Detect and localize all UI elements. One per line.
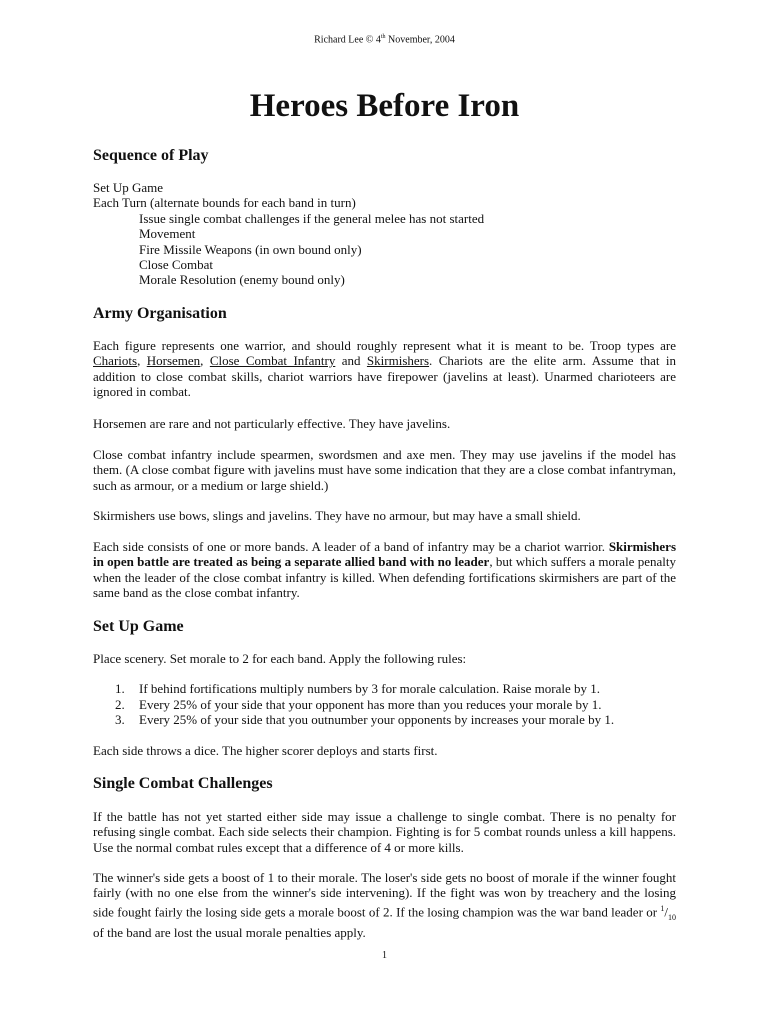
paragraph: Each side throws a dice. The higher scorer deploys and starts first.	[93, 743, 438, 758]
text-run: , but which suffers a morale penalty when the leader of the close combat infantry is killed. When defending fortifications skirmishers are part of the same band as the close combat infantry.	[93, 554, 677, 601]
text-run: Each side consists of one or more bands. A leader of a band of infantry may be a chariot warrior.	[93, 539, 609, 554]
sequence-line: Each Turn (alternate bounds for each band in turn)	[93, 195, 356, 210]
heading-set-up-game: Set Up Game	[93, 618, 184, 635]
fraction-denominator: 10	[668, 912, 676, 922]
text-run: The winner's side gets a boost of 1 to their morale. The loser's side gets no boost of morale if the winner fought fairly (with no one else from the winner's side intervening). If the fight was won by treachery and the losing side fought fairly the losing side gets a morale boost of 2. If the losing champion was the war band leader or	[93, 870, 676, 920]
rule-number: 3.	[115, 712, 125, 727]
paragraph	[93, 539, 676, 601]
text-run: and	[335, 353, 367, 369]
date-ordinal: th	[380, 34, 386, 40]
fraction-numerator: 1	[660, 903, 665, 913]
sequence-step: Morale Resolution (enemy bound only)	[139, 272, 345, 287]
sequence-step: Fire Missile Weapons (in own bound only)	[139, 242, 362, 257]
page-header	[93, 34, 676, 45]
text-run: Each figure represents one warrior, and should roughly represent what it is meant to be. Troop types are	[93, 338, 676, 353]
troop-type-close-combat-infantry: Close Combat Infantry	[209, 353, 336, 369]
author-date-post: November, 2004	[385, 34, 455, 46]
troop-type-skirmishers: Skirmishers	[366, 353, 430, 369]
troop-type-chariots: Chariots	[93, 353, 138, 369]
bold-rule: Skirmishers in open battle are treated as being a separate allied band with no leader	[93, 539, 676, 570]
rule-text: If behind fortifications multiply numbers by 3 for morale calculation. Raise morale by 1.	[139, 681, 601, 696]
rule-text: Every 25% of your side that your opponent has more than you reduces your morale by 1.	[139, 697, 602, 712]
rule-text: Every 25% of your side that you outnumber your opponents by increases your morale by 1.	[139, 712, 615, 727]
text-run: . Chariots are the elite arm. Assume that in addition to close combat skills, chariot warriors have firepower (javelins at least). Unarmed charioteers are ignored in combat.	[93, 353, 677, 400]
paragraph: Skirmishers use bows, slings and javelins. They have no armour, but may have a small shield.	[93, 508, 581, 523]
troop-type-horsemen: Horsemen	[146, 353, 201, 369]
sequence-step: Issue single combat challenges if the general melee has not started	[139, 211, 485, 226]
sequence-step: Close Combat	[139, 257, 214, 272]
paragraph	[93, 870, 676, 941]
sequence-step: Movement	[139, 226, 196, 241]
heading-single-combat-challenges: Single Combat Challenges	[93, 775, 273, 792]
heading-army-organisation: Army Organisation	[93, 305, 227, 322]
sequence-line: Set Up Game	[93, 180, 164, 195]
author-date-pre: Richard Lee © 4	[314, 34, 381, 46]
paragraph: Place scenery. Set morale to 2 for each band. Apply the following rules:	[93, 651, 467, 666]
text-run: of the band are lost the usual morale penalties apply.	[93, 925, 366, 941]
document-title: Heroes Before Iron	[249, 88, 520, 124]
page-number: 1	[382, 950, 387, 961]
rule-number: 1.	[115, 681, 125, 696]
paragraph: Each figure represents one warrior, and should roughly represent what it is meant to be. Troop types are Chariots, Horsemen, Close Combat Infantry and Skirmishers. Chariots are the elite arm. Assume that in addition to close combat skills, chariot warriors have firepower (javelins at least). Unarmed charioteers are ignored in combat.	[93, 338, 677, 400]
paragraph: If the battle has not yet started either side may issue a challenge to single combat. There is no penalty for refusing single combat. Each side selects their champion. Fighting is for 5 combat rounds unless a kill happens. Use the normal combat rules except that a difference of 4 or more kills.	[93, 809, 676, 855]
rule-number: 2.	[115, 697, 125, 712]
paragraph: Horsemen are rare and not particularly effective. They have javelins.	[93, 416, 451, 431]
paragraph: Close combat infantry include spearmen, swordsmen and axe men. They may use javelins if the model has them. (A close combat figure with javelins must have some indication that they are a close combat infantryman, such as armour, or a medium or large shield.)	[93, 447, 676, 493]
fraction-slash: /	[664, 904, 668, 920]
heading-sequence-of-play: Sequence of Play	[93, 147, 209, 164]
